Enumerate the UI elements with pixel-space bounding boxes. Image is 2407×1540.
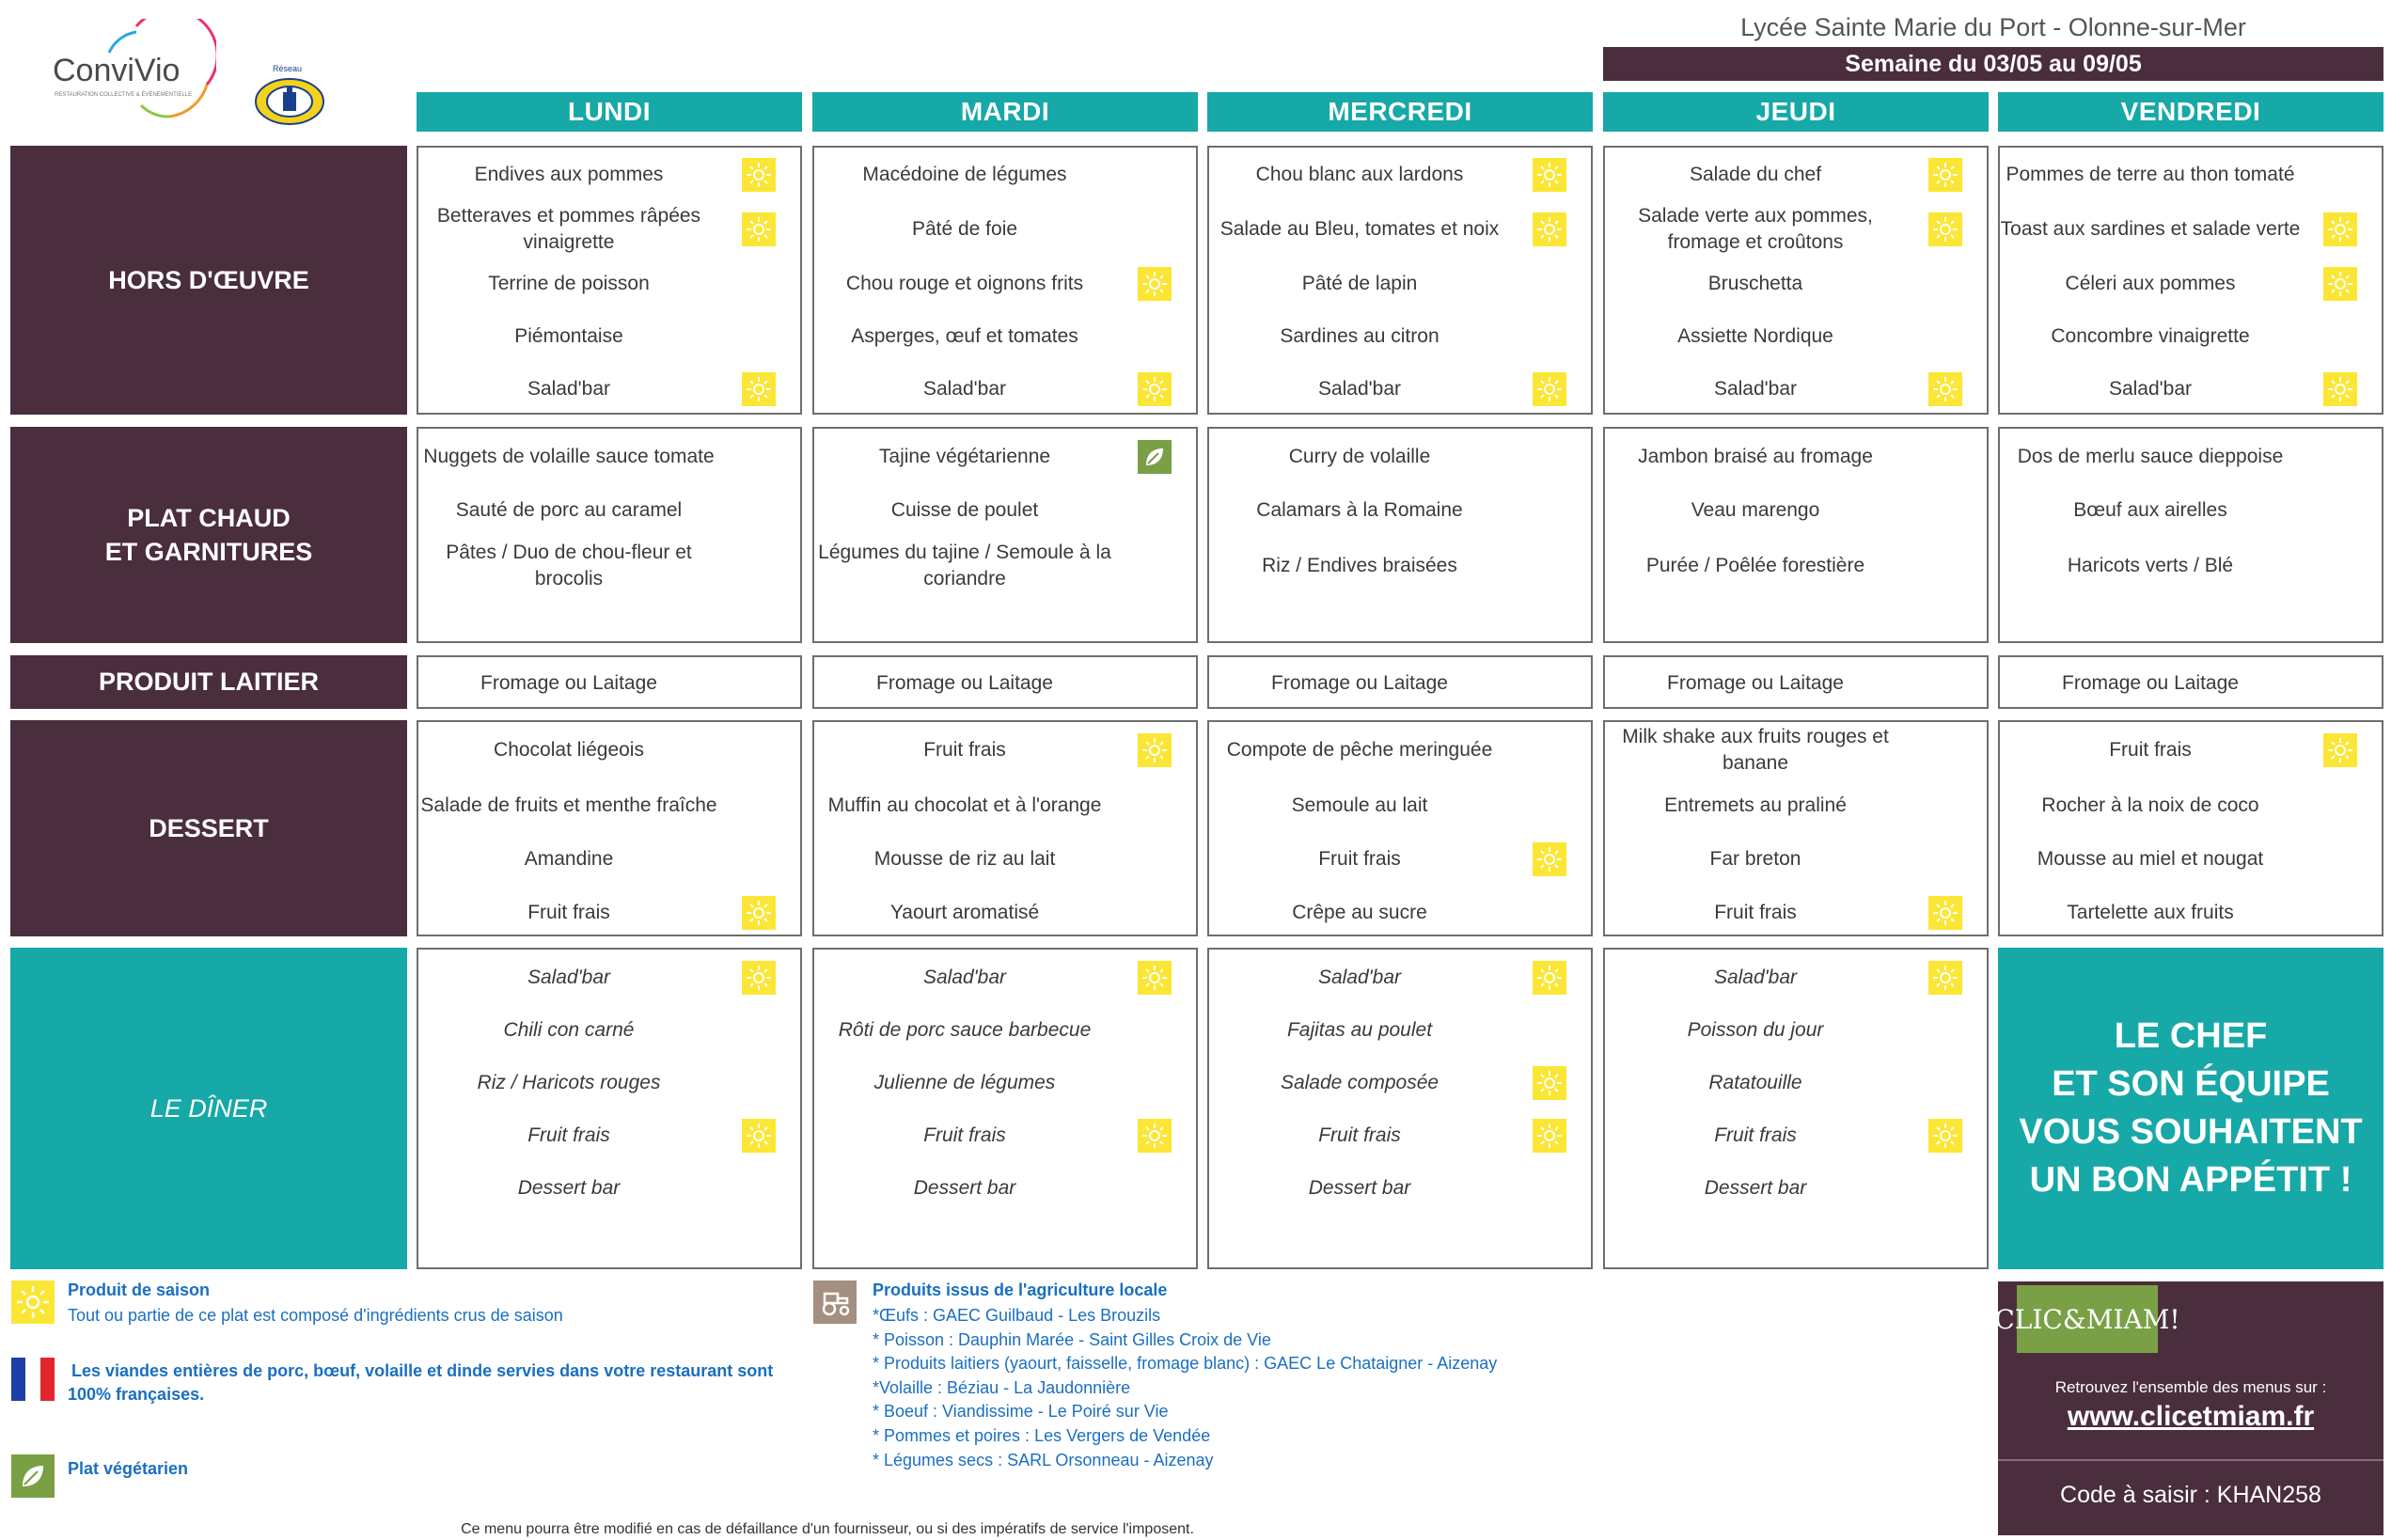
week-banner: Semaine du 03/05 au 09/05 <box>1603 47 2383 81</box>
sun-icon <box>742 372 776 406</box>
menu-item: Riz / Endives braisées <box>1262 555 1457 576</box>
menu-item: Salad'bar <box>1317 966 1402 988</box>
menu-item: Julienne de légumes <box>873 1072 1056 1093</box>
menu-cell-plat-chaud-vendredi <box>1998 427 2383 643</box>
menu-item: Légumes du tajine / Semoule à la coriandre <box>818 542 1111 589</box>
section-hors-oeuvre: HORS D'ŒUVRE <box>10 146 407 415</box>
svg-text:RESTAURATION COLLECTIVE & ÉVÈN: RESTAURATION COLLECTIVE & ÉVÈNEMENTIELLE <box>55 92 193 98</box>
menu-cell-plat-chaud-jeudi <box>1603 427 1989 643</box>
menu-item: Haricots verts / Blé <box>2067 555 2234 576</box>
sun-icon <box>1928 158 1962 192</box>
chef-message: LE CHEF ET SON ÉQUIPE VOUS SOUHAITENT UN BON APPÉTIT ! <box>1998 948 2383 1269</box>
legend-local-item: * Légumes secs : SARL Orsonneau - Aizenay <box>873 1450 1214 1469</box>
menu-cell-dessert-lundi <box>417 720 802 936</box>
sun-icon <box>1533 1066 1566 1100</box>
sun-icon <box>1928 1119 1962 1153</box>
menu-item: Salade composée <box>1280 1072 1439 1093</box>
menu-item: Ratatouille <box>1708 1072 1802 1093</box>
menu-item: Dos de merlu sauce dieppoise <box>2017 446 2284 467</box>
menu-item: Salad'bar <box>2108 378 2193 400</box>
menu-item: Fruit frais <box>1318 848 1401 870</box>
menu-item: Salade de fruits et menthe fraîche <box>420 794 717 816</box>
menu-item: Céleri aux pommes <box>2065 273 2236 294</box>
menu-item: Fruit frais <box>923 1124 1006 1146</box>
clicetmiam-divider <box>1998 1459 2383 1461</box>
menu-item: Chou rouge et oignons frits <box>845 273 1084 294</box>
menu-item: Salad'bar <box>527 966 611 988</box>
legend-local-title: Produits issus de l'agriculture locale <box>873 1281 1168 1299</box>
legend-saison-text: Tout ou partie de ce plat est composé d'ingrédients crus de saison <box>68 1306 563 1325</box>
menu-item: Sardines au citron <box>1280 325 1439 347</box>
menu-item: Dessert bar <box>1308 1177 1411 1199</box>
menu-item: Toast aux sardines et salade verte <box>2000 218 2301 240</box>
menu-item: Muffin au chocolat et à l'orange <box>827 794 1102 816</box>
legend-vegetarien-title: Plat végétarien <box>68 1459 189 1478</box>
legend-local-item: * Pommes et poires : Les Vergers de Vendée <box>873 1426 1211 1445</box>
sun-icon <box>1138 733 1172 767</box>
menu-cell-laitier-vendredi <box>1998 655 2383 709</box>
section-produit-laitier: PRODUIT LAITIER <box>10 655 407 709</box>
day-header-vendredi: VENDREDI <box>1998 92 2383 132</box>
menu-item: Milk shake aux fruits rouges et banane <box>1622 726 1889 774</box>
menu-item: Macédoine de légumes <box>862 164 1067 185</box>
section-dessert: DESSERT <box>10 720 407 936</box>
menu-item: Fruit frais <box>1714 1124 1797 1146</box>
menu-item: Bruschetta <box>1707 273 1803 294</box>
menu-item: Fromage ou Laitage <box>1271 672 1448 694</box>
menu-item: Riz / Haricots rouges <box>477 1072 661 1093</box>
menu-item: Tajine végétarienne <box>878 446 1051 467</box>
legend-local-item: *Volaille : Béziau - La Jaudonnière <box>873 1377 1131 1397</box>
convivio-logo <box>47 19 216 132</box>
menu-item: Pâtes / Duo de chou-fleur et brocolis <box>446 542 692 589</box>
sun-icon <box>1928 961 1962 995</box>
legend-viandes-text-2: 100% françaises. <box>68 1385 205 1404</box>
menu-cell-laitier-jeudi <box>1603 655 1989 709</box>
menu-cell-laitier-mardi <box>812 655 1198 709</box>
menu-item: Assiette Nordique <box>1677 325 1833 347</box>
menu-cell-diner-jeudi <box>1603 948 1989 1269</box>
menu-item: Salad'bar <box>1713 378 1798 400</box>
legend-saison-title: Produit de saison <box>68 1281 211 1299</box>
french-flag-icon <box>11 1358 55 1401</box>
school-title: Lycée Sainte Marie du Port - Olonne-sur-Mer <box>1740 13 2246 41</box>
svg-text:Réseau: Réseau <box>273 64 303 73</box>
sun-icon <box>11 1281 55 1324</box>
menu-item: Dessert bar <box>517 1177 621 1199</box>
legend-viandes-text-1: Les viandes entières de porc, bœuf, volaille et dinde servies dans votre restaurant sont <box>71 1361 774 1380</box>
tractor-icon <box>813 1281 857 1324</box>
menu-item: Rocher à la noix de coco <box>2041 794 2259 816</box>
menu-item: Nuggets de volaille sauce tomate <box>423 446 715 467</box>
sun-icon <box>742 158 776 192</box>
day-header-mercredi: MERCREDI <box>1207 92 1593 132</box>
menu-item: Fromage ou Laitage <box>1667 672 1844 694</box>
menu-item: Chocolat liégeois <box>494 739 644 761</box>
svg-text:ConviVio: ConviVio <box>53 53 181 88</box>
menu-item: Chili con carné <box>503 1019 635 1041</box>
leaf-icon <box>11 1454 55 1498</box>
menu-item: Sauté de porc au caramel <box>455 499 683 521</box>
menu-item: Salade du chef <box>1689 164 1822 185</box>
sun-icon <box>1533 842 1566 876</box>
sun-icon <box>1533 158 1566 192</box>
menu-item: Pommes de terre au thon tomaté <box>2006 164 2295 185</box>
menu-item: Pâté de lapin <box>1301 273 1418 294</box>
menu-item: Rôti de porc sauce barbecue <box>838 1019 1092 1041</box>
menu-item: Fruit frais <box>923 739 1006 761</box>
footer-disclaimer: Ce menu pourra être modifié en cas de défaillance d'un fournisseur, ou si des impératifs de service l'imposent. <box>461 1521 1194 1537</box>
menu-item: Mousse au miel et nougat <box>2037 848 2264 870</box>
menu-cell-diner-mardi <box>812 948 1198 1269</box>
menu-item: Curry de volaille <box>1288 446 1431 467</box>
reseau-logo <box>252 62 327 128</box>
sun-icon <box>1138 1119 1172 1153</box>
clicetmiam-url-link[interactable]: www.clicetmiam.fr <box>2067 1401 2315 1432</box>
menu-cell-dessert-mardi <box>812 720 1198 936</box>
section-plat-chaud: PLAT CHAUD ET GARNITURES <box>10 427 407 643</box>
menu-item: Dessert bar <box>1704 1177 1807 1199</box>
menu-cell-plat-chaud-lundi <box>417 427 802 643</box>
menu-item: Tartelette aux fruits <box>2067 902 2234 923</box>
menu-item: Fromage ou Laitage <box>480 672 657 694</box>
menu-item: Fruit frais <box>1714 902 1797 923</box>
sun-icon <box>742 896 776 930</box>
sun-icon <box>1138 961 1172 995</box>
legend-local-item: * Poisson : Dauphin Marée - Saint Gilles Croix de Vie <box>873 1329 1271 1349</box>
sun-icon <box>1533 1119 1566 1153</box>
legend-local-item: *Œufs : GAEC Guilbaud - Les Brouzils <box>873 1306 1161 1325</box>
menu-item: Purée / Poêlée forestière <box>1645 555 1865 576</box>
menu-cell-diner-mercredi <box>1207 948 1593 1269</box>
menu-cell-hors-oeuvre-mercredi <box>1207 146 1593 415</box>
menu-item: Salad'bar <box>1317 378 1402 400</box>
menu-item: Chou blanc aux lardons <box>1255 164 1464 185</box>
menu-item: Compote de pêche meringuée <box>1226 739 1493 761</box>
menu-item: Far breton <box>1709 848 1801 870</box>
sun-icon <box>1928 896 1962 930</box>
menu-item: Semoule au lait <box>1291 794 1428 816</box>
menu-item: Fromage ou Laitage <box>876 672 1053 694</box>
sun-icon <box>742 212 776 246</box>
sun-icon <box>1533 372 1566 406</box>
menu-item: Asperges, œuf et tomates <box>851 325 1078 347</box>
menu-cell-dessert-jeudi <box>1603 720 1989 936</box>
menu-item: Mousse de riz au lait <box>873 848 1056 870</box>
clicetmiam-logo: CLIC&MIAM! <box>2017 1285 2158 1353</box>
menu-cell-plat-chaud-mardi <box>812 427 1198 643</box>
menu-item: Endives aux pommes <box>474 164 664 185</box>
menu-item: Cuisse de poulet <box>890 499 1039 521</box>
menu-item: Fruit frais <box>527 1124 610 1146</box>
menu-cell-dessert-mercredi <box>1207 720 1593 936</box>
menu-item: Calamars à la Romaine <box>1256 499 1463 521</box>
sun-icon <box>1533 212 1566 246</box>
menu-cell-hors-oeuvre-vendredi <box>1998 146 2383 415</box>
sun-icon <box>2323 733 2357 767</box>
menu-cell-hors-oeuvre-lundi <box>417 146 802 415</box>
clicetmiam-find-text: Retrouvez l'ensemble des menus sur : <box>2054 1378 2327 1396</box>
menu-cell-laitier-lundi <box>417 655 802 709</box>
menu-item: Concombre vinaigrette <box>2051 325 2250 347</box>
sun-icon <box>2323 212 2357 246</box>
menu-item: Amandine <box>524 848 614 870</box>
leaf-icon <box>1138 440 1172 474</box>
menu-item: Veau marengo <box>1691 499 1820 521</box>
menu-item: Salad'bar <box>527 378 611 400</box>
sun-icon <box>1928 372 1962 406</box>
menu-item: Salad'bar <box>922 966 1007 988</box>
menu-cell-laitier-mercredi <box>1207 655 1593 709</box>
menu-item: Betteraves et pommes râpées vinaigrette <box>436 205 701 253</box>
menu-item: Jambon braisé au fromage <box>1638 446 1873 467</box>
day-header-lundi: LUNDI <box>417 92 802 132</box>
menu-item: Poisson du jour <box>1687 1019 1824 1041</box>
menu-item: Piémontaise <box>514 325 623 347</box>
menu-item: Fruit frais <box>2109 739 2192 761</box>
menu-item: Yaourt aromatisé <box>889 902 1040 923</box>
menu-item: Salade au Bleu, tomates et noix <box>1219 218 1500 240</box>
legend-local-item: * Boeuf : Viandissime - Le Poiré sur Vie <box>873 1402 1169 1422</box>
menu-item: Fromage ou Laitage <box>2062 672 2239 694</box>
day-header-mardi: MARDI <box>812 92 1198 132</box>
menu-item: Salad'bar <box>1713 966 1798 988</box>
menu-item: Dessert bar <box>913 1177 1016 1199</box>
sun-icon <box>2323 372 2357 406</box>
sun-icon <box>1138 372 1172 406</box>
menu-item: Bœuf aux airelles <box>2073 499 2227 521</box>
menu-cell-diner-lundi <box>417 948 802 1269</box>
menu-cell-dessert-vendredi <box>1998 720 2383 936</box>
menu-cell-plat-chaud-mercredi <box>1207 427 1593 643</box>
menu-cell-hors-oeuvre-jeudi <box>1603 146 1989 415</box>
clicetmiam-code: Code à saisir : KHAN258 <box>2060 1482 2321 1508</box>
menu-item: Salade verte aux pommes, fromage et croûtons <box>1638 205 1873 253</box>
day-header-jeudi: JEUDI <box>1603 92 1989 132</box>
sun-icon <box>742 961 776 995</box>
legend-local-item: * Produits laitiers (yaourt, faisselle, fromage blanc) : GAEC Le Chataigner - Aizenay <box>873 1354 1498 1374</box>
sun-icon <box>1533 961 1566 995</box>
section-diner: LE DÎNER <box>10 948 407 1269</box>
menu-item: Fruit frais <box>1318 1124 1401 1146</box>
sun-icon <box>742 1119 776 1153</box>
menu-item: Fajitas au poulet <box>1286 1019 1433 1041</box>
sun-icon <box>1138 267 1172 301</box>
menu-item: Pâté de foie <box>911 218 1018 240</box>
menu-item: Entremets au praliné <box>1664 794 1847 816</box>
menu-item: Crêpe au sucre <box>1292 902 1427 923</box>
menu-cell-hors-oeuvre-mardi <box>812 146 1198 415</box>
sun-icon <box>1928 212 1962 246</box>
sun-icon <box>2323 267 2357 301</box>
menu-item: Terrine de poisson <box>488 273 650 294</box>
menu-item: Salad'bar <box>922 378 1007 400</box>
menu-item: Fruit frais <box>527 902 610 923</box>
